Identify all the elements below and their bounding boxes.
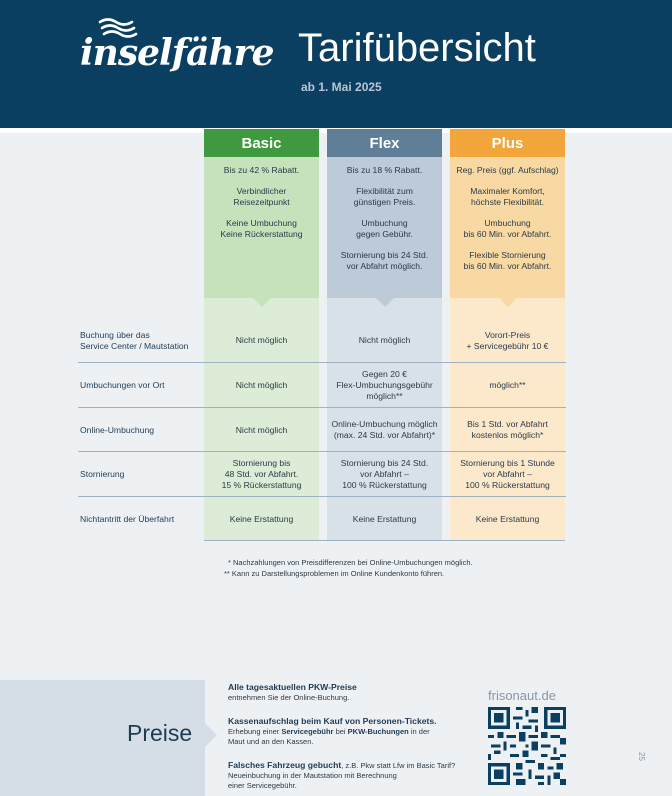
tariff-features-basic [208, 165, 315, 250]
prices-label: Preise [127, 720, 193, 746]
tariff-feature: Umbuchung gegen Gebühr. [356, 218, 413, 239]
cell-plus-no-show: Keine Erstattung [475, 514, 540, 524]
tariff-feature: Keine Umbuchung Keine Rückerstattung [220, 218, 303, 239]
cell-flex-no-show: Keine Erstattung [352, 514, 417, 524]
tariff-feature: Flexibilität zum günstigen Preis. [353, 186, 416, 207]
info-heading: Kassenaufschlag beim Kauf von Personen-Tickets. [228, 716, 437, 726]
prices-section [0, 680, 672, 796]
info-heading-text: Falsches Fahrzeug gebucht [228, 760, 342, 770]
info-heading-inline: , z.B. Pkw statt Lfw im Basic Tarif? [341, 761, 456, 770]
panel-notch [253, 298, 271, 307]
page-title: Tarifübersicht [298, 26, 536, 70]
info-text-bold: PKW-Buchungen [347, 727, 409, 736]
info-text [228, 727, 473, 737]
info-text-part: Erhebung einer [228, 727, 282, 736]
header [0, 0, 672, 128]
qr-code-icon[interactable] [488, 707, 566, 785]
cell-flex-booking: Nicht möglich [358, 335, 411, 345]
tariff-feature: Flexible Stornierung bis 60 Min. vor Abfahrt. [463, 250, 552, 271]
info-text: Neueinbuchung in der Mautstation mit Berechnung [228, 771, 397, 780]
cell-plus-online-rebooking: Bis 1 Std. vor Abfahrt kostenlos möglich* [467, 419, 548, 440]
info-block-wrong-vehicle [228, 760, 473, 791]
cell-basic-cancellation: Stornierung bis 48 Std. vor Abfahrt. 15 % Rückerstattung [221, 458, 302, 490]
tariff-feature: Umbuchung bis 60 Min. vor Abfahrt. [463, 218, 552, 239]
table-bottom-divider [204, 540, 565, 541]
tariff-header-basic: Basic [204, 129, 319, 157]
cell-flex-rebooking: Gegen 20 € Flex-Umbuchungsgebühr möglich** [336, 369, 433, 401]
info-heading: Alle tagesaktuellen PKW-Preise [228, 682, 357, 692]
tariff-feature: Maximaler Komfort, höchste Flexibilität. [470, 186, 545, 207]
info-text: entnehmen Sie der Online-Buchung. [228, 693, 350, 702]
cell-plus-booking: Vorort-Preis + Servicegebühr 10 € [466, 330, 549, 351]
footnote-1: * Nachzahlungen von Preisdifferenzen bei Online-Umbuchungen möglich. [228, 558, 473, 567]
cell-basic-online-rebooking: Nicht möglich [235, 425, 288, 435]
website-url[interactable]: frisonaut.de [488, 688, 556, 703]
cell-basic-no-show: Keine Erstattung [229, 514, 294, 524]
prices-arrow [205, 723, 217, 747]
info-text: einer Servicegebühr. [228, 781, 297, 790]
row-label-no-show: Nichtantritt der Überfahrt [80, 514, 175, 524]
tariff-features-plus [454, 165, 561, 282]
page-number: 25 [637, 752, 646, 761]
info-block-cash-surcharge [228, 716, 473, 747]
row-label-cancellation: Stornierung [80, 469, 125, 479]
panel-notch [499, 298, 517, 307]
tariff-feature: Bis zu 18 % Rabatt. [346, 165, 423, 175]
info-text-part: in der [408, 727, 430, 736]
cell-basic-booking: Nicht möglich [235, 335, 288, 345]
row-divider [78, 496, 566, 497]
tariff-feature: Reg. Preis (ggf. Aufschlag) [456, 165, 559, 175]
cell-basic-rebooking: Nicht möglich [235, 380, 288, 390]
info-block-car-prices [228, 682, 473, 703]
cell-plus-rebooking: möglich** [489, 380, 526, 390]
row-label-online-rebooking: Online-Umbuchung [80, 425, 155, 435]
footnote-2: ** Kann zu Darstellungsproblemen im Online Kundenkonto führen. [224, 569, 445, 578]
row-divider [78, 362, 566, 363]
info-text: Maut und an den Kassen. [228, 737, 314, 746]
cell-flex-online-rebooking: Online-Umbuchung möglich (max. 24 Std. vor Abfahrt)* [331, 419, 438, 440]
tariff-features-flex [331, 165, 438, 282]
tariff-header-flex: Flex [327, 129, 442, 157]
inselfaehre-logo [80, 32, 274, 82]
row-label-rebooking-on-site: Umbuchungen vor Ort [80, 380, 165, 390]
info-heading [228, 760, 473, 771]
info-text-part: bei [333, 727, 348, 736]
tariff-feature: Bis zu 42 % Rabatt. [223, 165, 300, 175]
page-subtitle: ab 1. Mai 2025 [301, 80, 382, 94]
tariff-feature: Stornierung bis 24 Std. vor Abfahrt möglich. [340, 250, 429, 271]
panel-notch [376, 298, 394, 307]
tariff-header-plus: Plus [450, 129, 565, 157]
info-text-bold: Servicegebühr [281, 727, 334, 736]
logo-wordmark: inselfähre [80, 32, 274, 74]
cell-plus-cancellation: Stornierung bis 1 Stunde vor Abfahrt – 100 % Rückerstattung [460, 458, 555, 490]
row-label-booking-service-center: Buchung über das Service Center / Mautstation [80, 330, 189, 351]
tariff-feature: Verbindlicher Reisezeitpunkt [233, 186, 290, 207]
row-divider [78, 451, 566, 452]
cell-flex-cancellation: Stornierung bis 24 Std. vor Abfahrt – 100 % Rückerstattung [340, 458, 429, 490]
row-divider [78, 407, 566, 408]
